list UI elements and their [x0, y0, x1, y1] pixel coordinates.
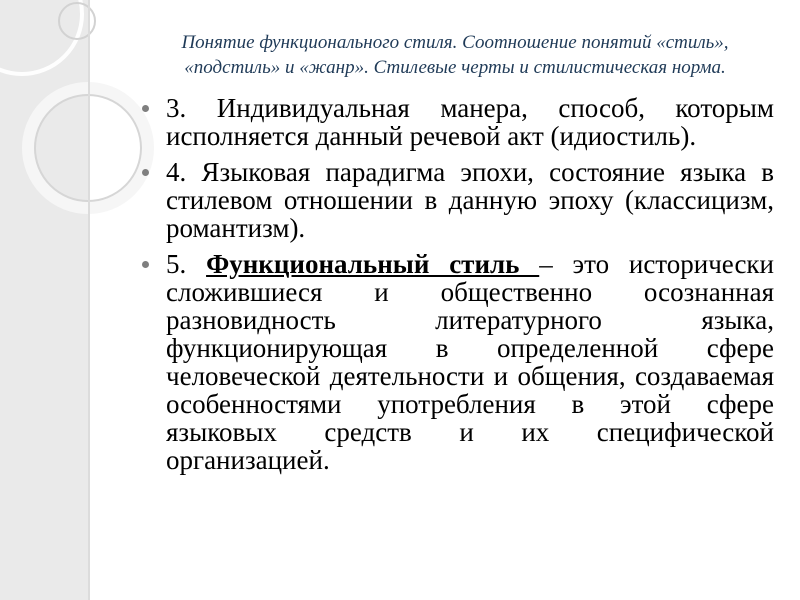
list-item-prefix: 5. [166, 249, 207, 279]
bullet-icon [142, 105, 149, 112]
bullet-icon [142, 169, 149, 176]
list-item [132, 94, 774, 150]
slide-title-line-2: «подстиль» и «жанр». Стилевые черты и стилистическая норма. [184, 57, 726, 78]
decorative-side-band [0, 0, 90, 600]
slide-title-line-1: Понятие функционального стиля. Соотношение понятий «стиль», [181, 32, 729, 53]
list-item [132, 250, 774, 474]
list-item-text: – это исторически сложившиеся и общественно осознанная разновидность литературного языка, функционирующая в определенной сфере человеческой деятельности и общения, создаваемая особенностями употребления в этой сфере языковых средств и их специфической организацией. [166, 249, 774, 475]
slide-body [132, 94, 774, 482]
side-band-edge [88, 0, 90, 600]
slide-title [120, 30, 790, 80]
list-item [132, 158, 774, 242]
defined-term: Функциональный стиль [206, 249, 540, 279]
list-item-text: 4. Языковая парадигма эпохи, состояние языка в стилевом отношении в данную эпоху (классицизм, романтизм). [166, 157, 774, 243]
decorative-ring [58, 2, 96, 40]
list-item-text: 3. Индивидуальная манера, способ, которым исполняется данный речевой акт (идиостиль). [166, 93, 774, 151]
bullet-icon [142, 261, 149, 268]
bullet-list [132, 94, 774, 474]
